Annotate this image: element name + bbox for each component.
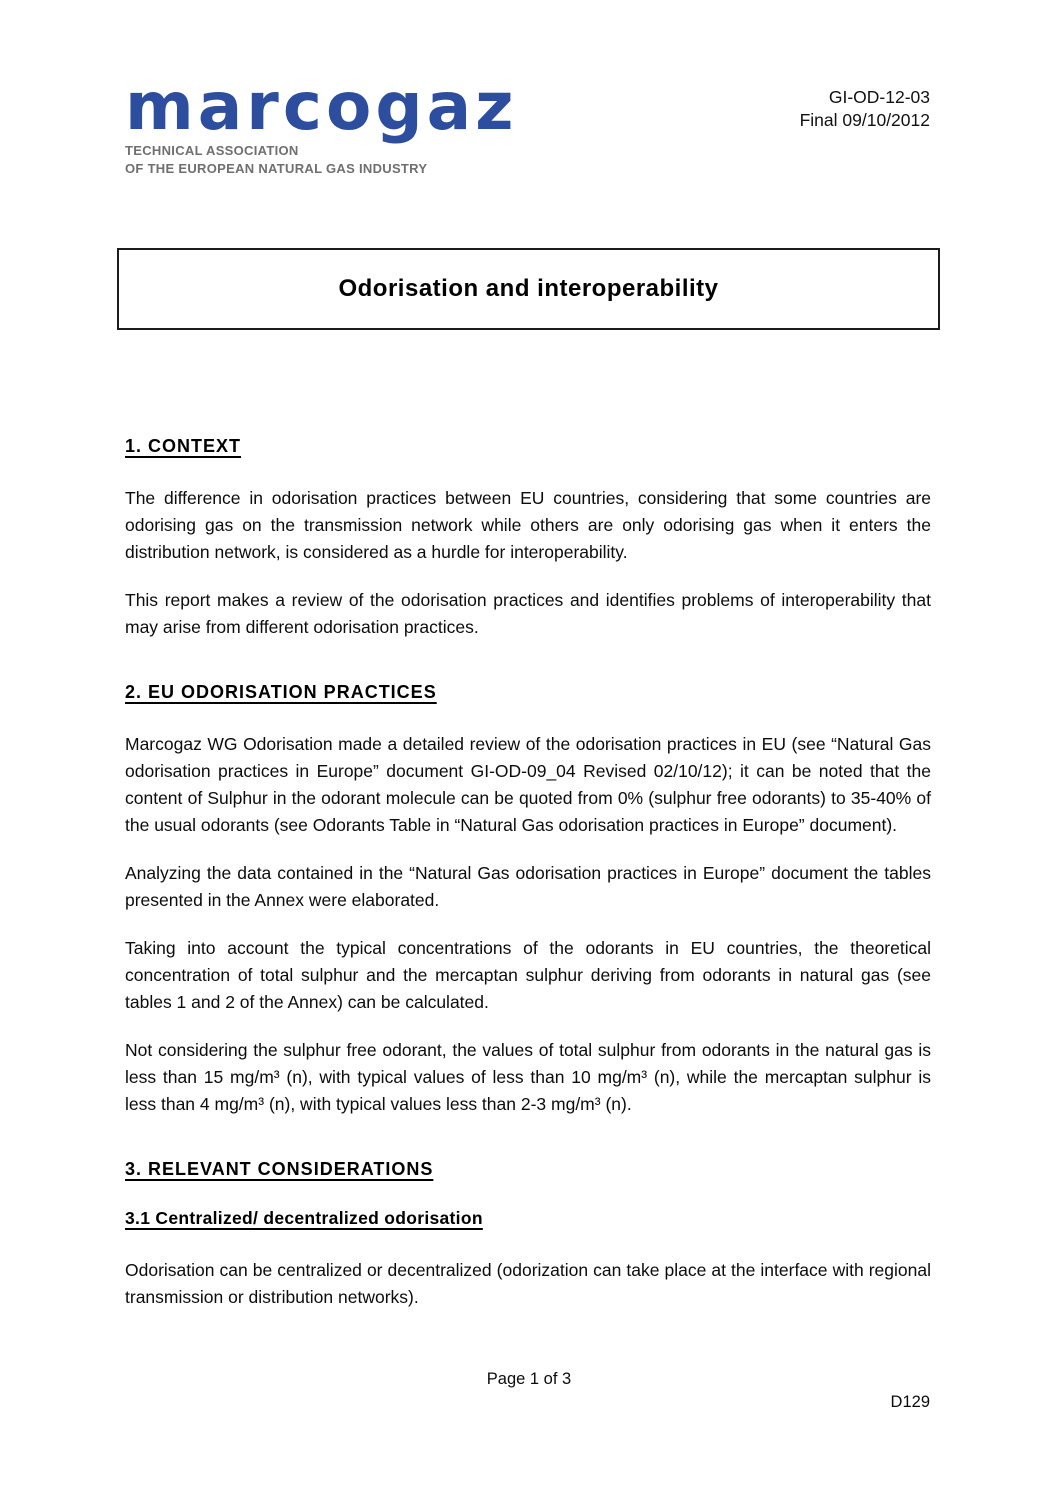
paragraph-considerations-1: Odorisation can be centralized or decentralized (odorization can take place at the interface with regional transmission or distribution networks). — [125, 1260, 931, 1307]
paragraph-context-2: This report makes a review of the odorisation practices and identifies problems of interoperability that may arise from different odorisation practices. — [125, 590, 931, 637]
logo-tagline-line1: TECHNICAL ASSOCIATION — [125, 143, 299, 158]
logo-tagline — [125, 142, 518, 177]
paragraph-practices-2: Analyzing the data contained in the “Natural Gas odorisation practices in Europe” document the tables presented in the Annex were elaborated. — [125, 863, 931, 910]
logo-wordmark: marcogaz — [125, 68, 518, 145]
marcogaz-logo — [125, 68, 518, 177]
document-title: Odorisation and interoperability — [338, 275, 719, 302]
paragraph-context-1: The difference in odorisation practices between EU countries, considering that some countries are odorising gas on the transmission network while others are only odorising gas when it enters the distribution network, is considered as a hurdle for interoperability. — [125, 488, 931, 562]
document-reference-number: GI-OD-12-03 — [828, 87, 930, 107]
logo-tagline-line2: OF THE EUROPEAN NATURAL GAS INDUSTRY — [125, 160, 428, 176]
document-reference-block — [800, 86, 930, 132]
section-heading-2-eu-odorisation-practices: 2. EU ODORISATION PRACTICES — [125, 682, 437, 702]
section-heading-1-context: 1. CONTEXT — [125, 436, 242, 456]
title-box — [117, 248, 940, 330]
subsection-heading-3-1-centralized-decentralized: 3.1 Centralized/ decentralized odorisation — [125, 1208, 483, 1228]
document-body — [125, 436, 931, 1332]
page-number: Page 1 of 3 — [486, 1370, 572, 1388]
document-status-date: Final 09/10/2012 — [799, 110, 930, 130]
section-heading-3-relevant-considerations: 3. RELEVANT CONSIDERATIONS — [125, 1159, 434, 1179]
document-code: D129 — [890, 1393, 930, 1411]
paragraph-practices-3: Taking into account the typical concentrations of the odorants in EU countries, the theoretical concentration of total sulphur and the mercaptan sulphur deriving from odorants in natural gas (see tables 1 and 2 of the Annex) can be calculated. — [125, 938, 931, 1012]
paragraph-practices-1: Marcogaz WG Odorisation made a detailed review of the odorisation practices in EU (see “Natural Gas odorisation practices in Europe” document GI-OD-09_04 Revised 02/10/12); it can be noted that the content of Sulphur in the odorant molecule can be quoted from 0% (sulphur free odorants) to 35-40% of the usual odorants (see Odorants Table in “Natural Gas odorisation practices in Europe” document). — [125, 734, 931, 835]
paragraph-practices-4: Not considering the sulphur free odorant, the values of total sulphur from odorants in the natural gas is less than 15 mg/m³ (n), with typical values of less than 10 mg/m³ (n), while the mercaptan sulphur is less than 4 mg/m³ (n), with typical values less than 2-3 mg/m³ (n). — [125, 1040, 931, 1114]
